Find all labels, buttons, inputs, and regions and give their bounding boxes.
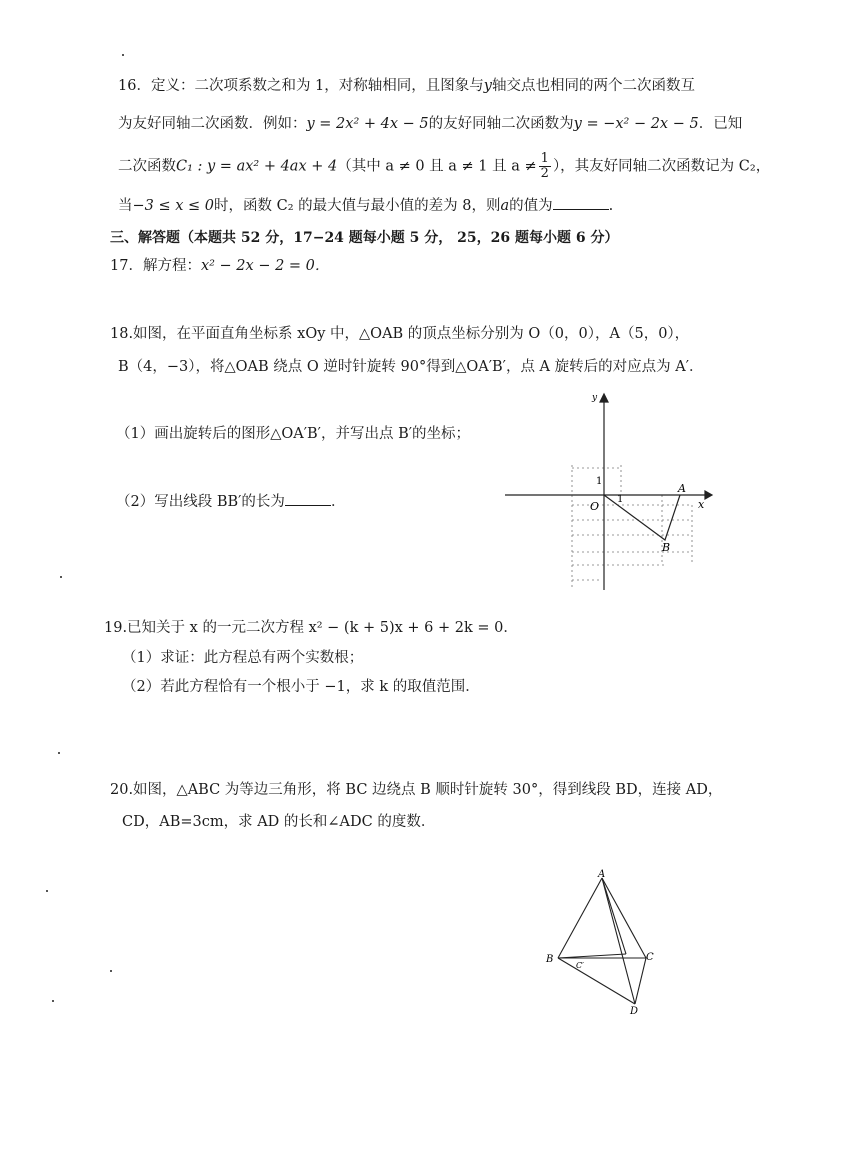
fraction-denominator: 2 bbox=[540, 166, 549, 181]
origin-label: O bbox=[590, 500, 600, 513]
q16-answer-blank[interactable] bbox=[553, 209, 609, 210]
grid-lines bbox=[572, 465, 692, 590]
q16-line3 bbox=[118, 152, 770, 181]
q18-line2: B（4，−3），将△OAB 绕点 O 逆时针旋转 90°得到△OA′B′，点 A 旋转后的对应点为 A′． bbox=[118, 359, 704, 375]
q16-line4 bbox=[118, 196, 613, 216]
q19-part1: （1）求证：此方程总有两个实数根； bbox=[122, 650, 364, 666]
q16-text-4c: 的值为 bbox=[509, 198, 553, 214]
q18-part2 bbox=[116, 492, 345, 512]
q20-line1: 20.如图，△ABC 为等边三角形，将 BC 边绕点 B 顺时针旋转 30°，得到线段 BD，连接 AD， bbox=[110, 782, 723, 798]
q16-eq1: y = 2x² + 4x − 5 bbox=[306, 116, 429, 132]
q20-triangle-figure bbox=[540, 868, 670, 1018]
figure-lines bbox=[558, 878, 646, 1004]
scan-speck bbox=[58, 752, 60, 754]
q16-text-2b: 的友好同轴二次函数为 bbox=[428, 116, 574, 132]
q18-line1: 18.如图，在平面直角坐标系 xOy 中，△OAB 的顶点坐标分别为 O（0，0），A（5，0）， bbox=[110, 326, 690, 342]
x-unit-label: 1 bbox=[617, 494, 624, 505]
q17-line bbox=[110, 256, 329, 276]
scan-speck bbox=[122, 54, 124, 56]
q16-text-4a: 当 bbox=[118, 198, 133, 214]
q16-line1 bbox=[118, 76, 695, 96]
q16-var-y: y bbox=[483, 78, 492, 94]
vertex-b-label: B bbox=[546, 954, 554, 965]
q19-line1: 19.已知关于 x 的一元二次方程 x² − (k + 5)x + 6 + 2k = 0． bbox=[104, 620, 518, 636]
q16-text-4b: 时，函数 C₂ 的最大值与最小值的差为 8，则 bbox=[214, 198, 501, 214]
q16-text-2c: ．已知 bbox=[698, 116, 743, 132]
q16-text-1: 定义：二次项系数之和为 1，对称轴相同，且图象与 bbox=[150, 78, 484, 94]
q16-line2 bbox=[118, 114, 742, 134]
vertex-d-label: D bbox=[630, 1006, 639, 1017]
q16-text-2a: 为友好同轴二次函数．例如： bbox=[118, 116, 307, 132]
q16-text-3a: 二次函数 bbox=[118, 158, 176, 175]
q18-part2-end: ． bbox=[330, 494, 346, 510]
q20-line2: CD，AB=3cm，求 AD 的长和∠ADC 的度数． bbox=[122, 814, 436, 830]
q16-eq2: y = −x² − 2x − 5 bbox=[573, 116, 699, 132]
scan-speck bbox=[60, 576, 62, 578]
vertex-a-label: A bbox=[598, 869, 606, 880]
section3-heading: 三、解答题（本题共 52 分，17−24 题每小题 5 分， 25，26 题每小题 6 分） bbox=[110, 230, 619, 246]
y-axis-arrow bbox=[600, 394, 608, 402]
q17-equation: x² − 2x − 2 = 0． bbox=[200, 258, 330, 274]
vertex-c-label: C bbox=[646, 952, 654, 963]
scan-speck bbox=[52, 1000, 54, 1002]
inner-c-prime-label: C′ bbox=[576, 961, 584, 970]
x-axis-label: x bbox=[698, 498, 705, 511]
q16-var-a: a bbox=[500, 198, 510, 214]
q16-end: . bbox=[608, 198, 614, 214]
q16-eq-c1: C₁ : y = ax² + 4ax + 4 bbox=[176, 158, 338, 175]
q17-label: 17．解方程： bbox=[110, 258, 201, 274]
y-unit-label: 1 bbox=[596, 476, 603, 487]
scan-speck bbox=[46, 890, 48, 892]
q16-range: −3 ≤ x ≤ 0 bbox=[132, 198, 215, 214]
q16-fraction bbox=[539, 152, 551, 181]
q19-part2: （2）若此方程恰有一个根小于 −1，求 k 的取值范围． bbox=[122, 679, 480, 695]
point-b-label: B bbox=[662, 541, 671, 554]
q16-number: 16． bbox=[118, 78, 151, 94]
q16-condition: （其中 a ≠ 0 且 a ≠ 1 且 a ≠ bbox=[337, 158, 537, 175]
q18-answer-blank[interactable] bbox=[285, 505, 331, 506]
q16-text-1b: 轴交点也相同的两个二次函数互 bbox=[492, 78, 695, 94]
q16-text-3b: ），其友好同轴二次函数记为 C₂， bbox=[552, 158, 771, 175]
x-axis-arrow bbox=[705, 491, 712, 499]
fraction-numerator: 1 bbox=[540, 151, 549, 166]
y-axis-label: y bbox=[592, 393, 598, 403]
q18-part1: （1）画出旋转后的图形△OA′B′，并写出点 B′的坐标； bbox=[116, 426, 471, 442]
point-a-label: A bbox=[678, 482, 686, 495]
triangle-oab bbox=[604, 495, 680, 540]
q18-coordinate-graph bbox=[500, 390, 715, 595]
q18-part2-text: （2）写出线段 BB′的长为 bbox=[116, 494, 285, 510]
scan-speck bbox=[110, 970, 112, 972]
